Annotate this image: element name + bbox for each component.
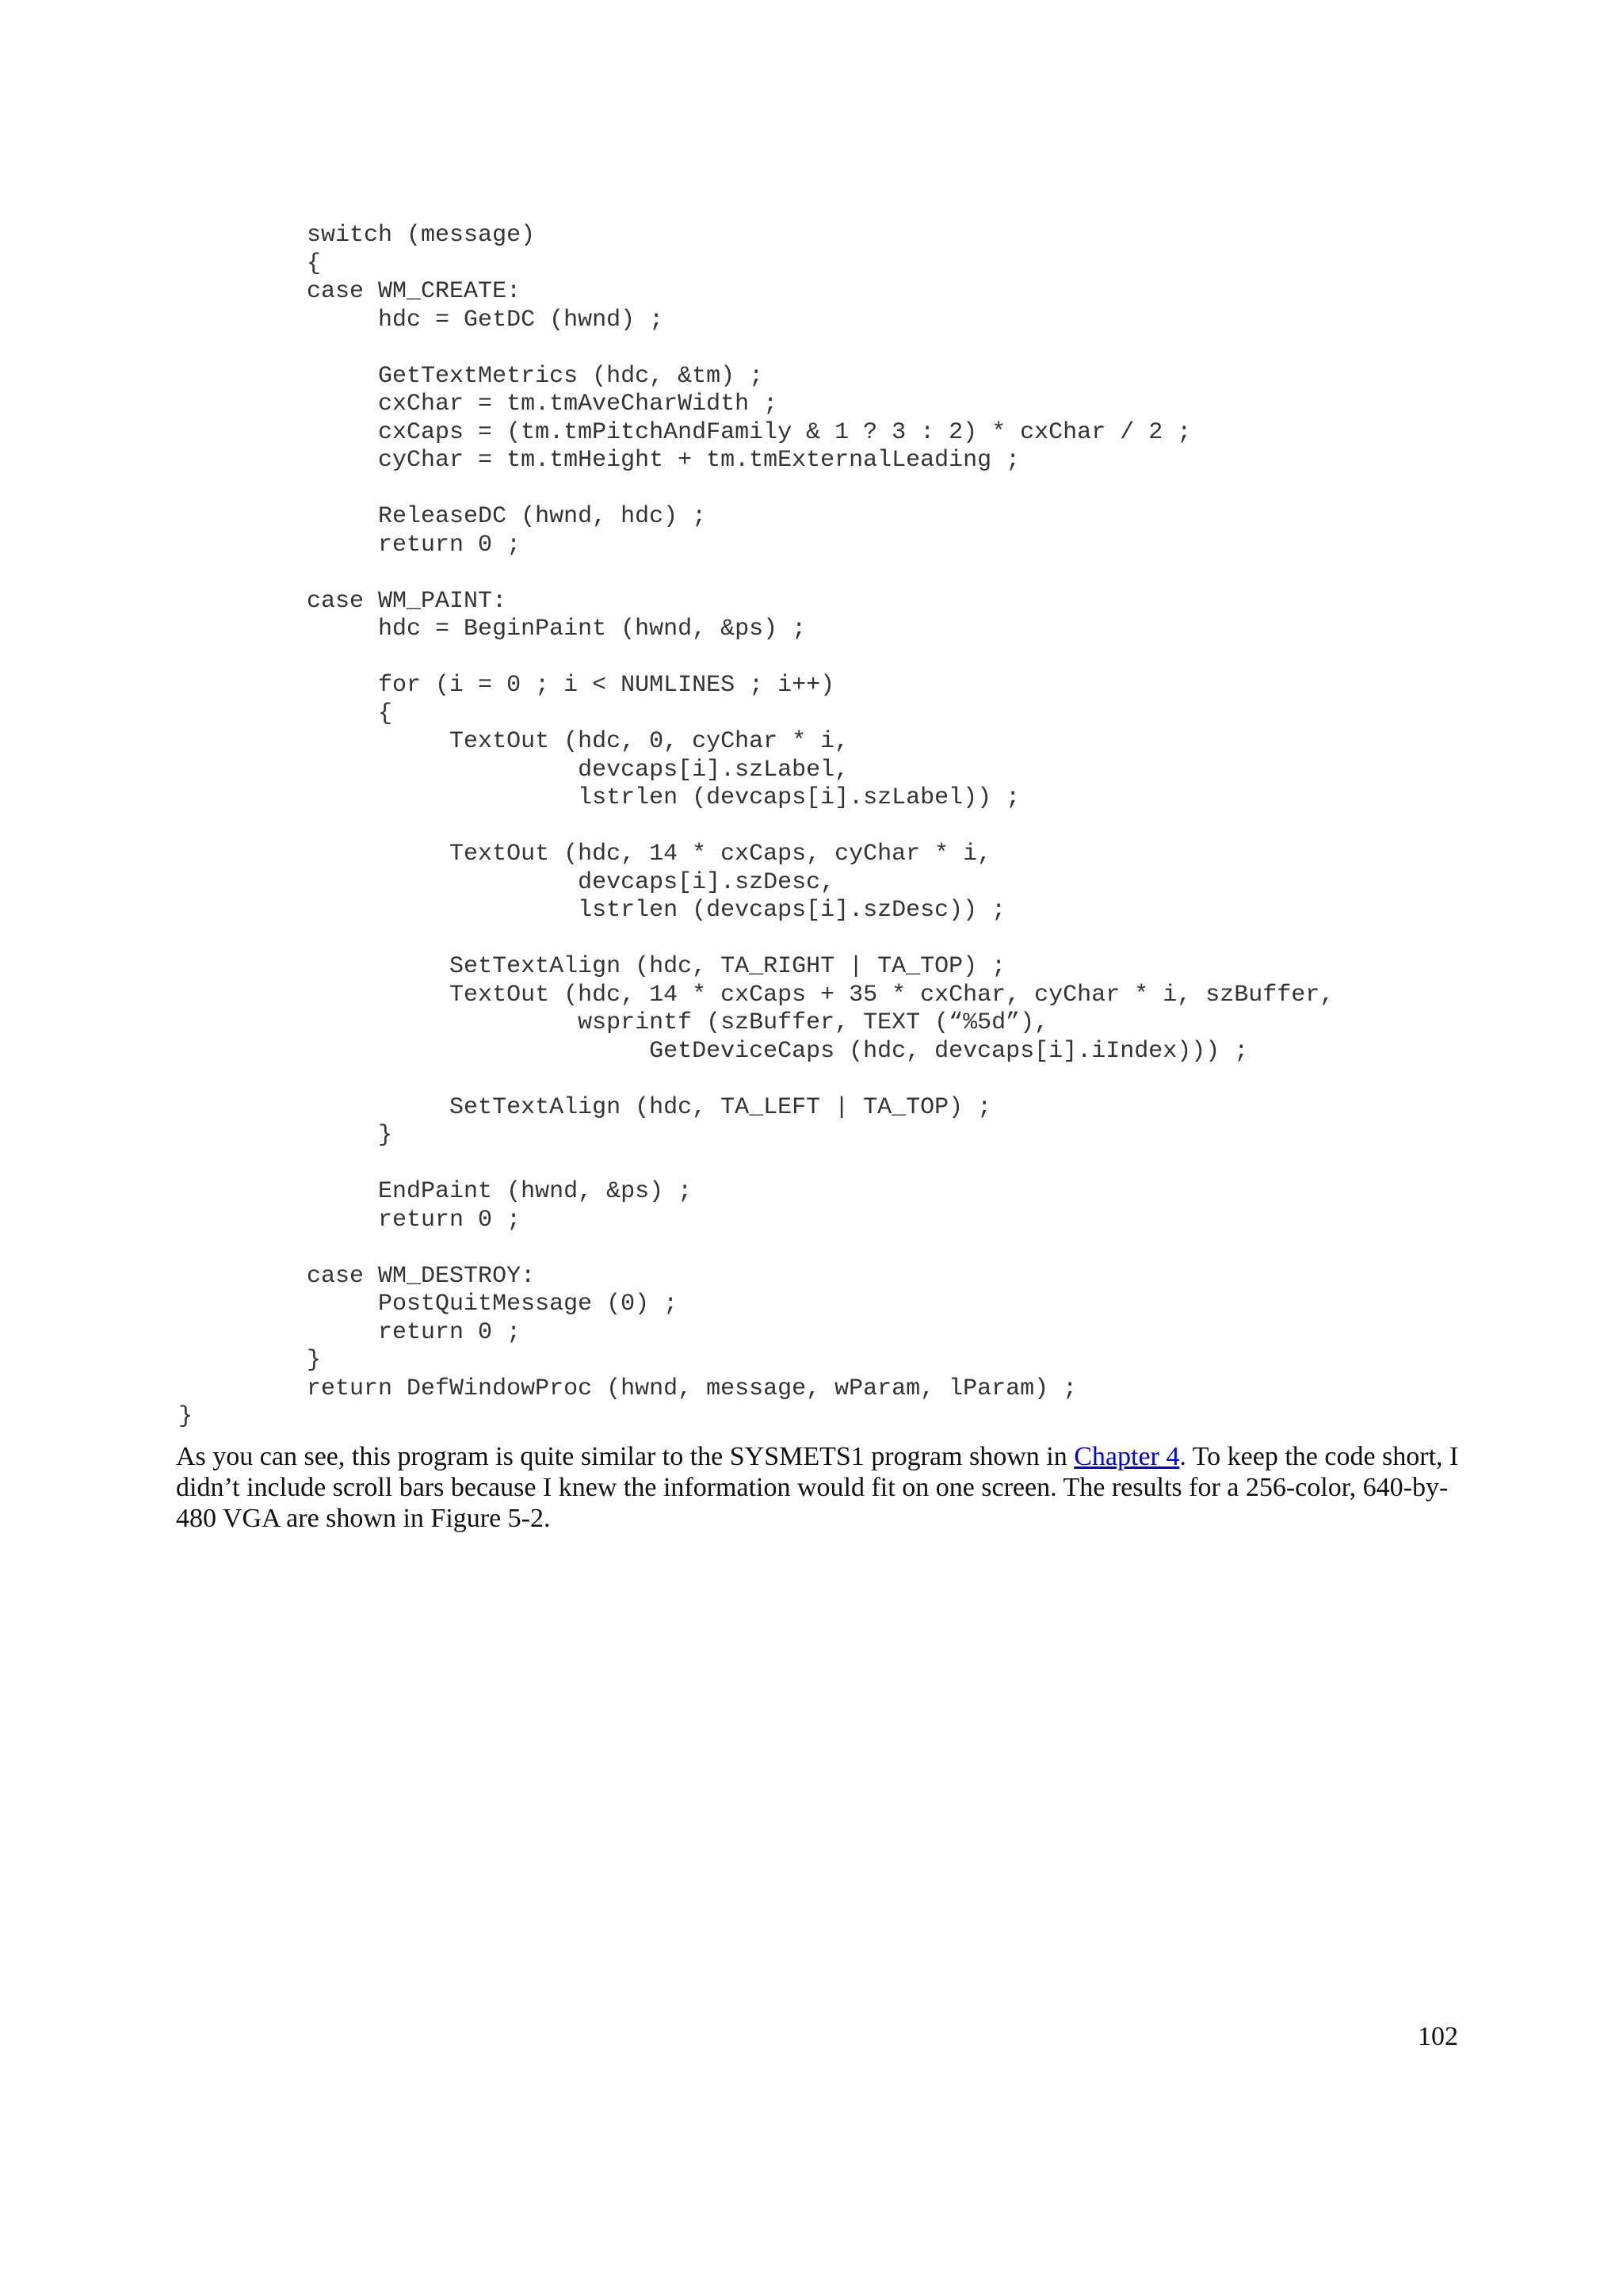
code-line [178, 813, 1526, 841]
code-line: lstrlen (devcaps[i].szDesc)) ; [178, 897, 1006, 924]
code-line: GetDeviceCaps (hdc, devcaps[i].iIndex))) ; [178, 1037, 1249, 1065]
code-line: cxChar = tm.tmAveCharWidth ; [178, 391, 778, 418]
paragraph-text-after-link: . To keep the code short, I didn’t include scroll bars because I knew the information would fit on one screen. The results for a 256-color, 640-by-480 VGA are shown in Figure 5-2. [176, 1442, 1459, 1533]
code-line [178, 559, 1526, 588]
code-line: } [178, 1403, 193, 1430]
code-line: SetTextAlign (hdc, TA_LEFT | TA_TOP) ; [178, 1093, 992, 1121]
code-line: hdc = GetDC (hwnd) ; [178, 306, 664, 334]
code-line: devcaps[i].szDesc, [178, 868, 835, 896]
code-line: return 0 ; [178, 531, 521, 559]
code-line [178, 925, 1526, 954]
code-line [178, 644, 1526, 673]
page-number: 102 [1418, 2022, 1458, 2051]
code-listing [178, 222, 1526, 1432]
code-line [178, 1066, 1526, 1094]
code-line: case WM_PAINT: [178, 587, 507, 615]
code-line: case WM_CREATE: [178, 278, 521, 305]
code-line: SetTextAlign (hdc, TA_RIGHT | TA_TOP) ; [178, 953, 1006, 980]
code-line: cxCaps = (tm.tmPitchAndFamily & 1 ? 3 : 2) * cxChar / 2 ; [178, 418, 1192, 446]
code-line: devcaps[i].szLabel, [178, 756, 850, 784]
code-line: hdc = BeginPaint (hwnd, &ps) ; [178, 616, 807, 643]
code-line [178, 475, 1526, 504]
code-line: { [178, 250, 322, 277]
code-line: return DefWindowProc (hwnd, message, wParam, lParam) ; [178, 1375, 1078, 1402]
code-line: TextOut (hdc, 14 * cxCaps + 35 * cxChar, cyChar * i, szBuffer, [178, 981, 1335, 1009]
code-line: for (i = 0 ; i < NUMLINES ; i++) [178, 672, 835, 699]
body-paragraph [176, 1441, 1460, 1534]
code-line: TextOut (hdc, 0, cyChar * i, [178, 728, 850, 755]
code-line: GetTextMetrics (hdc, &tm) ; [178, 362, 764, 390]
chapter-4-link[interactable]: Chapter 4 [1074, 1442, 1180, 1471]
code-line: ReleaseDC (hwnd, hdc) ; [178, 503, 707, 530]
code-line: return 0 ; [178, 1206, 521, 1234]
code-line: PostQuitMessage (0) ; [178, 1291, 678, 1318]
code-line: EndPaint (hwnd, &ps) ; [178, 1178, 693, 1205]
code-line: case WM_DESTROY: [178, 1262, 536, 1290]
code-line: } [178, 1347, 322, 1374]
code-line: return 0 ; [178, 1318, 521, 1346]
code-line: TextOut (hdc, 14 * cxCaps, cyChar * i, [178, 841, 992, 868]
code-line [178, 334, 1526, 363]
paragraph-text-before-link: As you can see, this program is quite similar to the SYSMETS1 program shown in [176, 1442, 1075, 1471]
code-line [178, 1234, 1526, 1263]
code-line: lstrlen (devcaps[i].szLabel)) ; [178, 784, 1021, 811]
code-line [178, 1150, 1526, 1179]
code-line: wsprintf (szBuffer, TEXT (“%5d”), [178, 1009, 1049, 1036]
code-line: cyChar = tm.tmHeight + tm.tmExternalLeading ; [178, 447, 1021, 474]
code-line: } [178, 1122, 393, 1149]
code-line: { [178, 700, 393, 727]
code-line: switch (message) [178, 222, 536, 249]
